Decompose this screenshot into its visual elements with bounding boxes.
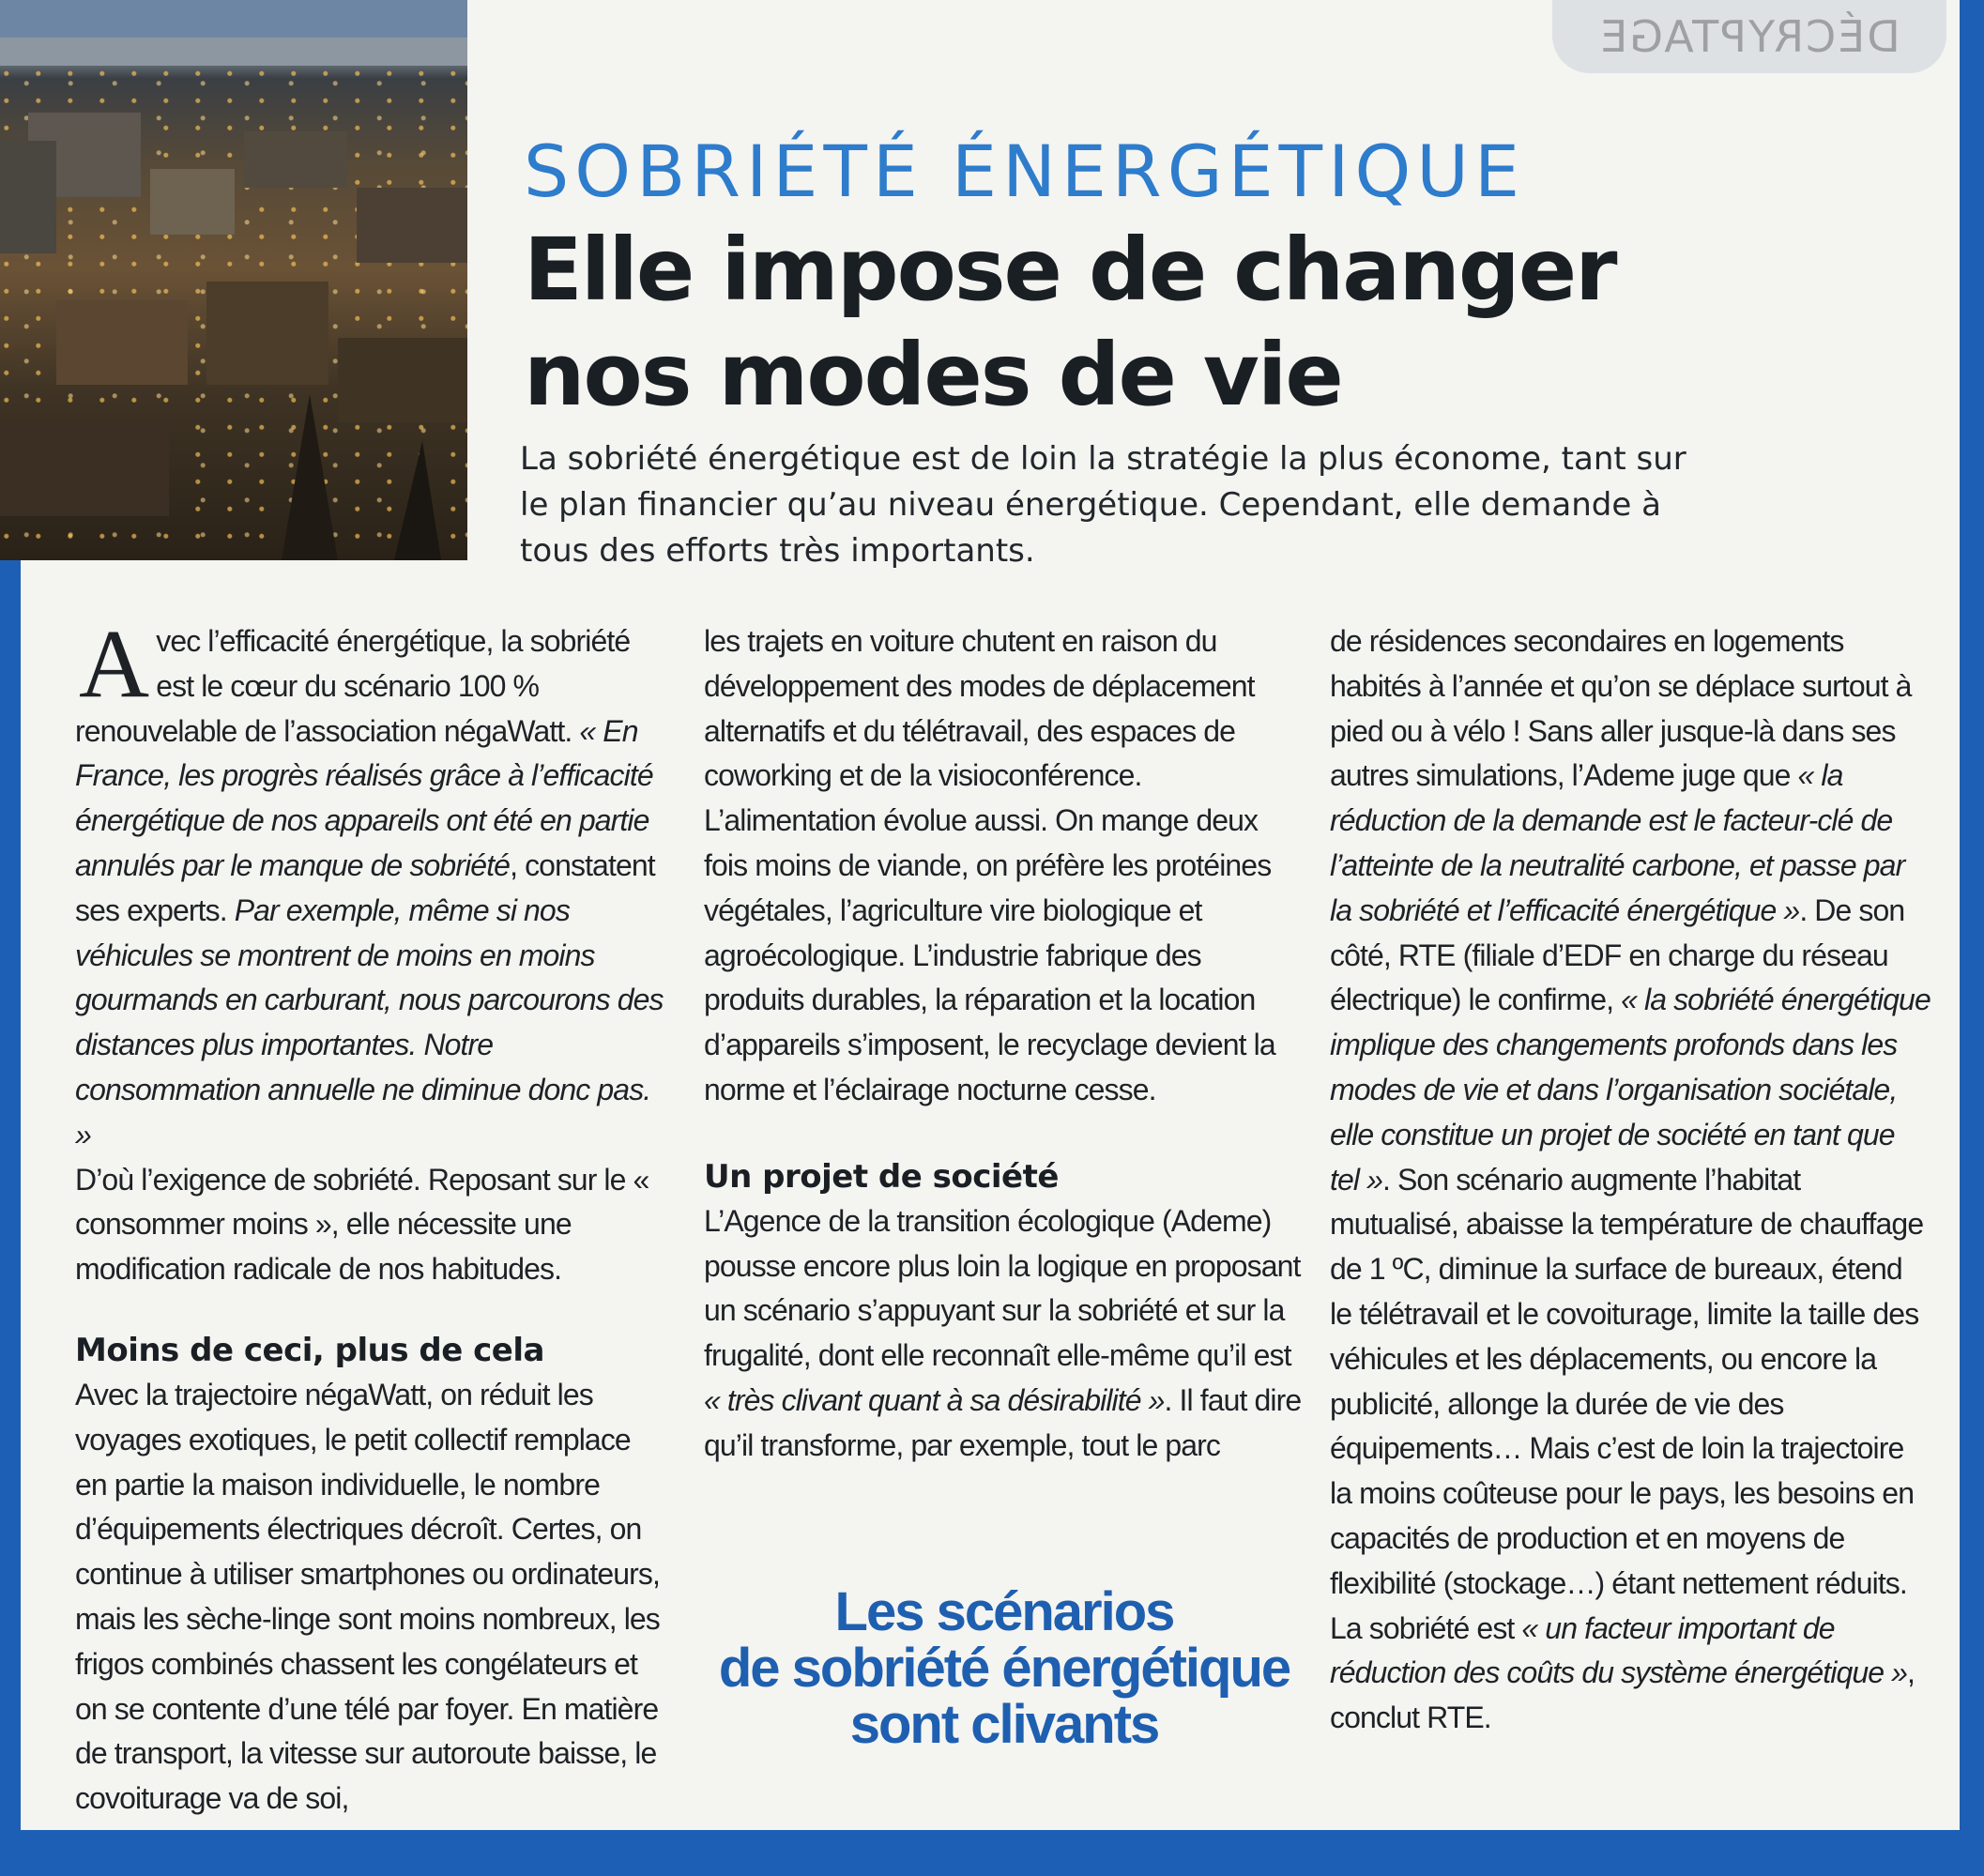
city-skyline-icon: [0, 0, 467, 560]
subheading: Un projet de société: [704, 1157, 1059, 1196]
paragraph: [75, 610, 666, 1158]
quote-text: « très clivant quant à sa désirabilité »: [704, 1382, 1165, 1417]
title-line: nos modes de vie: [524, 325, 1342, 425]
text-run: L’Agence de la transition écologique (Ademe) pousse encore plus loin la logique en proposant un scénario s’appuyant sur la sobriété et sur la frugalité, dont elle reconnaît elle-même qu’il est: [704, 1203, 1301, 1373]
text-run: de résidences secondaires en logements habités à l’année et qu’on se déplace surtout à pied ou à vélo ! Sans aller jusque-là dans ses autres simulations, l’Ademe juge que: [1330, 624, 1912, 793]
quote-text: « un facteur important de réduction des coûts du système énergétique »: [1330, 1610, 1908, 1690]
text-run: vec l’efficacité énergétique, la sobriété est le cœur du scénario 100 % renouvelable de l’association négaWatt.: [75, 624, 631, 748]
pull-quote-line: de sobriété énergétique: [718, 1638, 1290, 1699]
title-line: Elle impose de changer: [524, 220, 1616, 320]
column-2: [704, 619, 1305, 1469]
paragraph: Avec la trajectoire négaWatt, on réduit les voyages exotiques, le petit collectif remplace en partie la maison individuelle, le nombre d’équipements électriques décroît. Certes, on continue à utiliser smartphones ou ordinateurs, mais les sèche-linge sont moins nombreux, les frigos combinés chassent les congélateurs et on se contente d’une télé par foyer. En matière de transport, la vitesse sur autoroute baisse, le covoiturage va de soi,: [75, 1377, 660, 1816]
quote-text: Par exemple, même si nos véhicules se montrent de moins en moins gourmands en carburant, nous parcourons des distances plus importantes. Notre consommation annuelle ne diminue donc pas. »: [75, 892, 664, 1152]
bottom-blue-border: [0, 1830, 1984, 1876]
text-run: . De son côté, RTE (filiale d’EDF en charge du réseau électrique) le confirme,: [1330, 892, 1905, 1017]
subheading: Moins de ceci, plus de cela: [75, 1331, 544, 1369]
quote-text: « la sobriété énergétique implique des changements profonds dans les modes de vie et dans l’organisation sociétale, elle constitue un projet de société en tant que tel »: [1330, 983, 1931, 1197]
city-night-photo: [0, 0, 467, 560]
article-lead: La sobriété énergétique est de loin la stratégie la plus économe, tant sur le plan financier qu’au niveau énergétique. Cependant, elle demande à tous des efforts très importants.: [520, 440, 1686, 570]
article-title: [524, 218, 1650, 428]
article-kicker: SOBRIÉTÉ ÉNERGÉTIQUE: [524, 130, 1525, 213]
right-blue-border: [1960, 328, 1984, 1876]
pull-quote: [713, 1581, 1295, 1755]
paragraph: [704, 1199, 1305, 1469]
paragraph: les trajets en voiture chutent en raison du développement des modes de déplacement alternatifs et du télétravail, des espaces de coworking et de la visioconférence. L’alimentation évolue aussi. On mange deux fois moins de viande, on préfère les protéines végétales, l’agriculture vire biologique et agroécologique. L’industrie fabrique des produits durables, la réparation et la location d’appareils s’imposent, le recyclage devient la norme et l’éclairage nocturne cesse.: [704, 624, 1275, 1106]
pull-quote-line: sont clivants: [849, 1694, 1159, 1755]
drop-cap: A: [79, 610, 149, 718]
pull-quote-line: Les scénarios: [834, 1581, 1174, 1642]
section-tag: DÉCRYPTAGE: [1552, 0, 1946, 73]
text-run: , constatent ses experts.: [75, 847, 655, 927]
left-blue-border: [0, 554, 21, 1876]
column-3: [1330, 619, 1931, 1741]
column-1: [75, 610, 666, 1822]
text-run: . Son scénario augmente l’habitat mutualisé, abaisse la température de chauffage de 1 ºC, diminue la surface de bureaux, étend le télétravail et le covoiturage, limite la taille des véhicules et les déplacements, ou encore la publicité, allonge la durée de vie des équipements… Mais c’est de loin la trajectoire la moins coûteuse pour le pays, les besoins en capacités de production et en moyens de flexibilité (stockage…) étant nettement réduits. La sobriété est: [1330, 1162, 1924, 1645]
quote-text: « En France, les progrès réalisés grâce à l’efficacité énergétique de nos appareils ont été en partie annulés par le manque de sobriété: [75, 713, 653, 882]
paragraph: [1330, 619, 1931, 1741]
paragraph: D’où l’exigence de sobriété. Reposant sur le « consommer moins », elle nécessite une modification radicale de nos habitudes.: [75, 1162, 649, 1287]
quote-text: « la réduction de la demande est le facteur-clé de l’atteinte de la neutralité carbone, et passe par la sobriété et l’efficacité énergétique »: [1330, 758, 1905, 927]
text-run: . Il faut dire qu’il transforme, par exemple, tout le parc: [704, 1382, 1302, 1462]
text-run: , conclut RTE.: [1330, 1655, 1915, 1735]
